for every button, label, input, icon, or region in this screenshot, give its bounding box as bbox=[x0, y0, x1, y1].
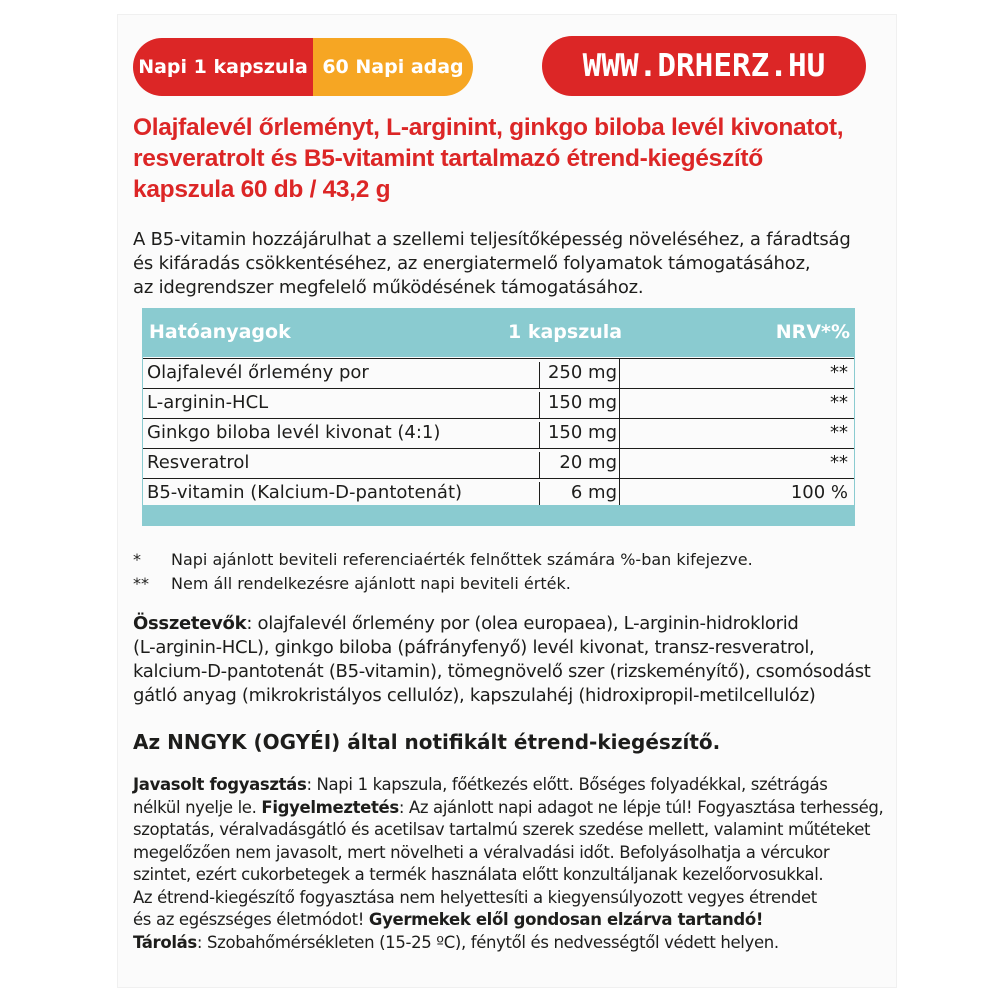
title-line: resveratrolt és B5-vitamint tartalmazó étrend-kiegészítő bbox=[133, 145, 763, 172]
row-amount: 20 mg bbox=[559, 452, 617, 473]
row-ingredient: Ginkgo biloba levél kivonat (4:1) bbox=[147, 422, 540, 448]
ingredients-text: : olajfalevél őrlemény por (olea europaea), L-arginin-hidroklorid bbox=[246, 613, 799, 634]
row-nrv: ** bbox=[830, 392, 848, 413]
dosage-badge-group bbox=[133, 38, 473, 96]
usage-line bbox=[133, 909, 873, 932]
intro-line: A B5-vitamin hozzájárulhat a szellemi teljesítőképesség növeléséhez, a fáradtság bbox=[133, 229, 851, 250]
row-nrv: ** bbox=[830, 422, 848, 443]
usage-text: nélkül nyelje le. bbox=[133, 797, 262, 817]
footnotes bbox=[133, 548, 833, 596]
table-row bbox=[143, 448, 854, 479]
child-warning: Gyermekek elől gondosan elzárva tartandó! bbox=[368, 910, 764, 929]
usage-label: Javasolt fogyasztás bbox=[133, 775, 307, 794]
usage-line: megelőzően nem javasolt, mert növelheti a véralvadási időt. Befolyásolhatja a vércukor bbox=[133, 842, 830, 862]
row-nrv: ** bbox=[830, 452, 848, 473]
footnote-symbol: * bbox=[133, 550, 141, 569]
row-nrv: 100 % bbox=[790, 482, 848, 503]
row-ingredient: Resveratrol bbox=[147, 452, 540, 478]
storage-label: Tárolás bbox=[133, 932, 197, 952]
column-divider bbox=[619, 449, 620, 479]
row-ingredient: L-arginin-HCL bbox=[147, 392, 540, 418]
warning-label: Figyelmeztetés bbox=[261, 797, 399, 817]
usage-line: szoptatás, véralvadásgátló és acetilsav tartalmú szerek szedése mellett, valamint műtéteket bbox=[133, 820, 871, 839]
nutrition-table bbox=[142, 308, 855, 526]
usage-section bbox=[133, 774, 884, 954]
footnote-text: Napi ajánlott beviteli referenciaérték felnőttek számára %-ban kifejezve. bbox=[171, 550, 753, 569]
intro-line: az idegrendszer megfelelő működésének támogatásához. bbox=[133, 277, 644, 298]
row-ingredient: B5-vitamin (Kalcium-D-pantotenát) bbox=[147, 482, 540, 508]
row-ingredient: Olajfalevél őrlemény por bbox=[147, 362, 540, 388]
row-amount: 150 mg bbox=[547, 392, 617, 413]
title-line: Olajfalevél őrleményt, L-arginint, ginkgo biloba levél kivonatot, bbox=[133, 114, 844, 141]
usage-line: szintet, ezért cukorbetegek a termék használata előtt konzultáljanak kezelőorvosukkal. bbox=[133, 865, 824, 884]
usage-line: Az étrend-kiegészítő fogyasztása nem helyettesíti a kiegyensúlyozott vegyes étrendet bbox=[133, 887, 817, 907]
storage-text: : Szobahőmérsékleten (15-25 ºC), fénytől és nedvességtől védett helyen. bbox=[196, 932, 779, 952]
intro-line: és kifáradás csökkentéséhez, az energiatermelő folyamatok támogatásához, bbox=[133, 253, 811, 274]
column-divider bbox=[619, 419, 620, 449]
row-nrv: ** bbox=[830, 362, 848, 383]
warning-text: : Az ajánlott napi adagot ne lépje túl! Fogyasztása terhesség, bbox=[398, 797, 884, 817]
footnote-symbol: ** bbox=[133, 574, 149, 593]
usage-line bbox=[133, 774, 873, 797]
usage-line bbox=[133, 797, 884, 820]
title-line: kapszula 60 db / 43,2 g bbox=[133, 176, 391, 203]
table-footer-bar bbox=[143, 505, 854, 525]
usage-text: és az egészséges életmódot! bbox=[133, 910, 369, 929]
table-row bbox=[143, 358, 854, 389]
ingredients-line: (L-arginin-HCL), ginkgo biloba (páfrányfenyő) levél kivonat, transz-resveratrol, bbox=[133, 637, 815, 658]
footnote bbox=[133, 548, 833, 572]
product-title bbox=[133, 112, 893, 205]
ingredients-line bbox=[133, 612, 863, 636]
header-nrv: NRV*% bbox=[775, 321, 850, 343]
table-row bbox=[143, 418, 854, 449]
usage-text: : Napi 1 kapszula, főétkezés előtt. Bőséges folyadékkal, szétrágás bbox=[306, 775, 828, 794]
website-badge[interactable]: WWW.DRHERZ.HU bbox=[542, 36, 866, 96]
column-divider bbox=[619, 389, 620, 419]
footnote bbox=[133, 572, 833, 596]
column-divider bbox=[619, 359, 620, 389]
storage-line bbox=[133, 932, 873, 955]
table-row bbox=[143, 388, 854, 419]
header-per-capsule: 1 kapszula bbox=[508, 321, 623, 343]
ingredients-line: gátló anyag (mikrokristályos cellulóz), kapszulahéj (hidroxipropil-metilcellulóz) bbox=[133, 685, 816, 706]
daily-dose-badge: Napi 1 kapszula bbox=[133, 38, 313, 96]
row-amount: 6 mg bbox=[570, 482, 617, 503]
ingredients-section bbox=[133, 612, 871, 708]
header-ingredient: Hatóanyagok bbox=[149, 321, 291, 343]
table-header bbox=[143, 309, 854, 357]
servings-badge: 60 Napi adag bbox=[313, 38, 473, 96]
row-amount: 250 mg bbox=[547, 362, 617, 383]
footnote-text: Nem áll rendelkezésre ajánlott napi beviteli érték. bbox=[171, 574, 571, 593]
intro-text bbox=[133, 228, 873, 300]
ingredients-label: Összetevők bbox=[133, 613, 247, 634]
row-amount: 150 mg bbox=[547, 422, 617, 443]
notification-statement: Az NNGYK (OGYÉI) által notifikált étrend-kiegészítő. bbox=[133, 730, 721, 754]
ingredients-line: kalcium-D-pantotenát (B5-vitamin), tömegnövelő szer (rizskeményítő), csomósodást bbox=[133, 661, 871, 682]
